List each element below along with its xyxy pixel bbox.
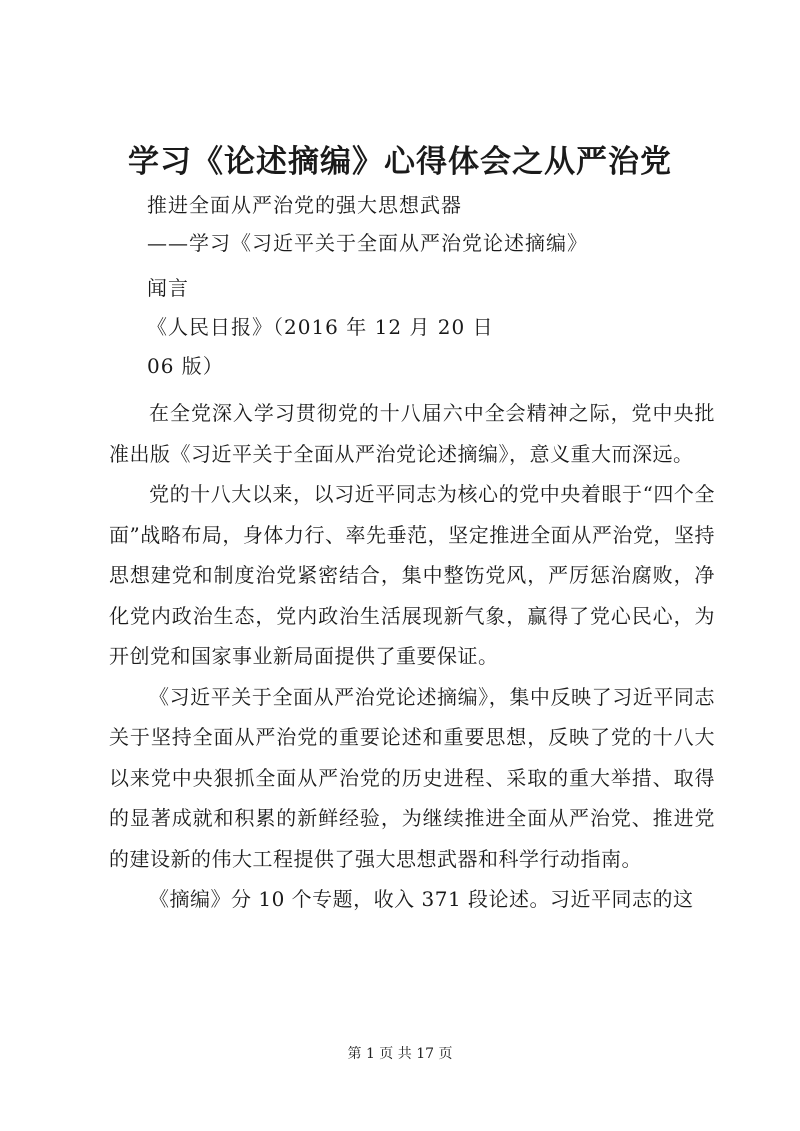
- source-line-1: 《人民日报》（2016 年 12 月 20 日: [147, 315, 494, 339]
- subtitle-reference: ——学习《习近平关于全面从严治党论述摘编》: [147, 231, 588, 255]
- source-line-2: 06 版）: [147, 354, 224, 378]
- paragraph: 党的十八大以来，以习近平同志为核心的党中央着眼于“四个全面”战略布局，身体力行、率先垂范，坚定推进全面从严治党，坚持思想建党和制度治党紧密结合，集中整饬党风，严厉惩治腐败，净化党内政治生态，党内政治生活展现新气象，赢得了党心民心，为开创党和国家事业新局面提供了重要保证。: [109, 482, 715, 668]
- paragraph: 在全党深入学习贯彻党的十八届六中全会精神之际，党中央批准出版《习近平关于全面从严治党论述摘编》，意义重大而深远。: [109, 401, 715, 466]
- page-number: 第 1 页 共 17 页: [347, 1046, 453, 1062]
- document-title: 学习《论述摘编》心得体会之从严治党: [128, 144, 672, 180]
- author-name: 闻言: [147, 276, 189, 300]
- subtitle: 推进全面从严治党的强大思想武器: [147, 193, 462, 217]
- paragraph: 《习近平关于全面从严治党论述摘编》，集中反映了习近平同志关于坚持全面从严治党的重要论述和重要思想，反映了党的十八大以来党中央狠抓全面从严治党的历史进程、采取的重大举措、取得的显著成就和积累的新鲜经验，为继续推进全面从严治党、推进党的建设新的伟大工程提供了强大思想武器和科学行动指南。: [109, 684, 715, 871]
- body-text: [109, 393, 715, 920]
- paragraph: 《摘编》分 10 个专题，收入 371 段论述。习近平同志的这: [149, 887, 694, 911]
